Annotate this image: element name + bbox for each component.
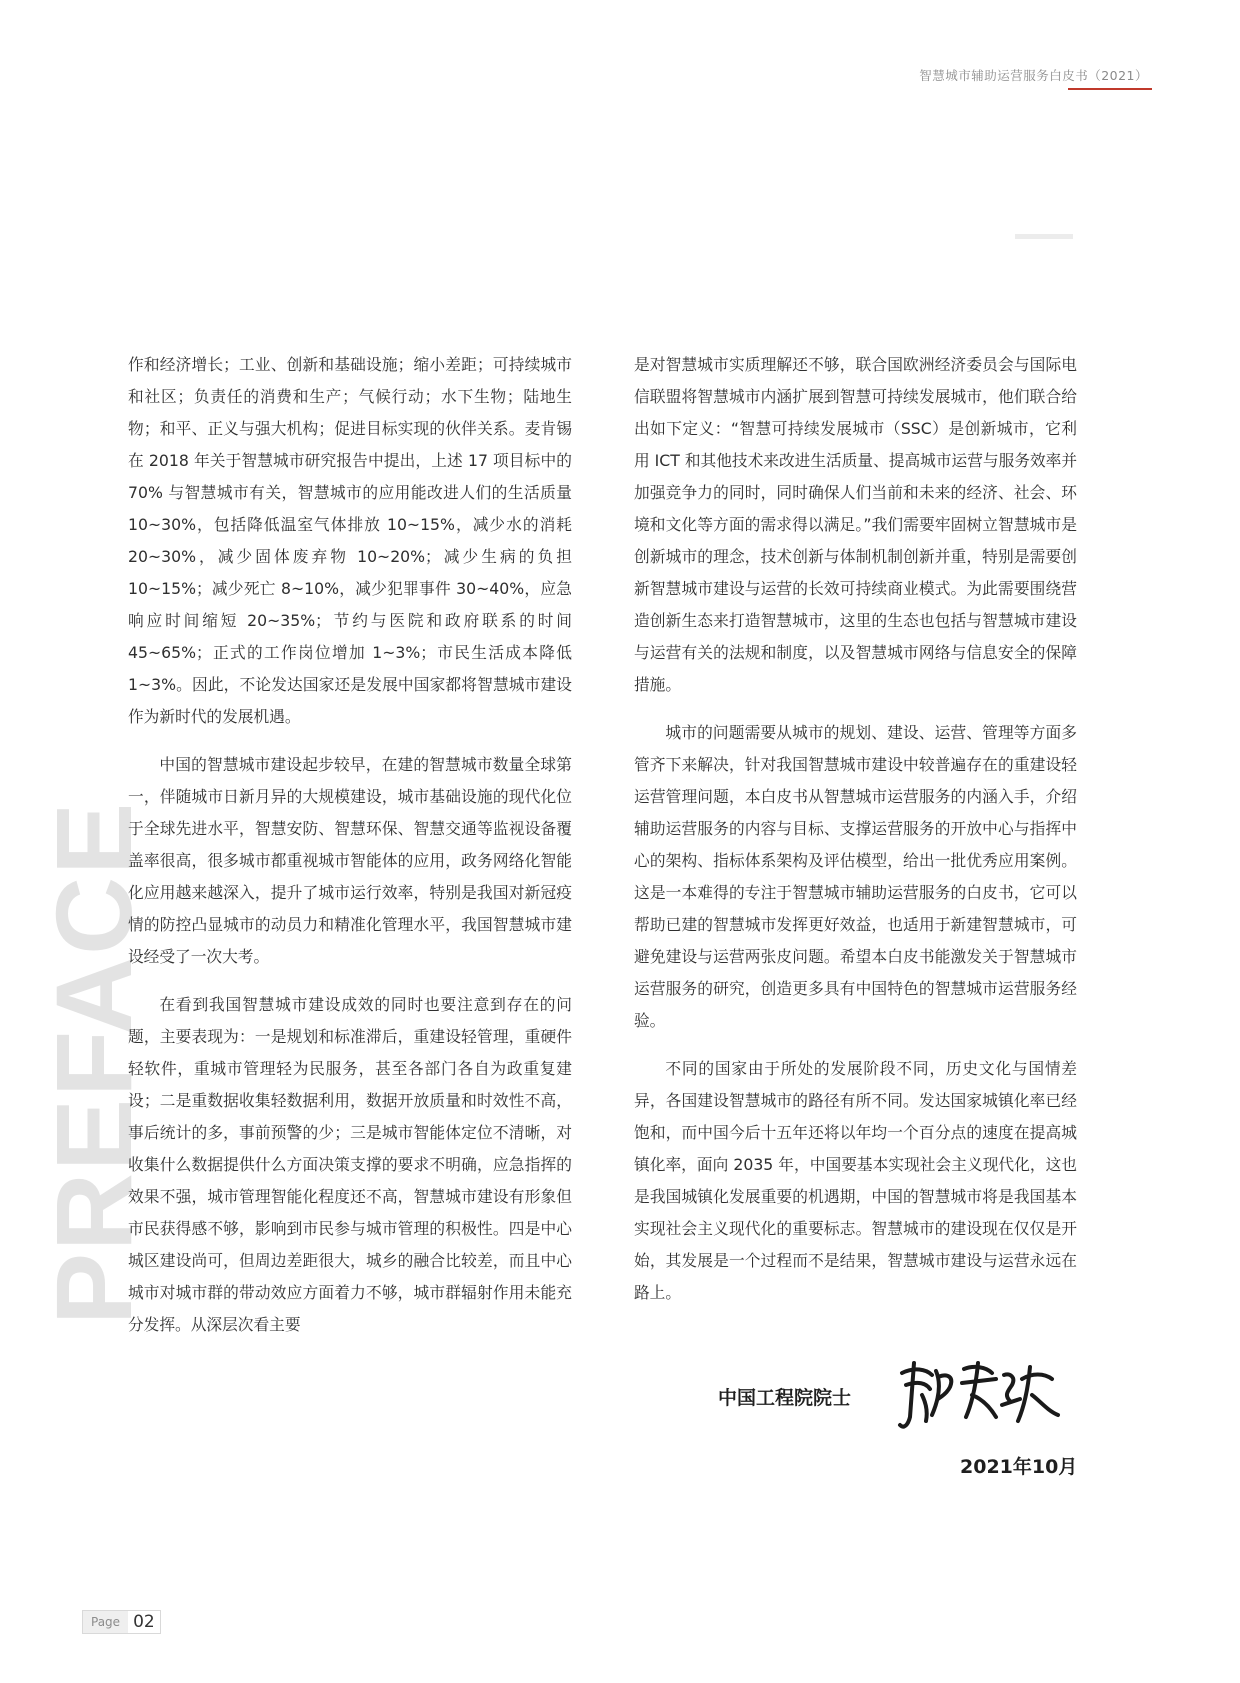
right-text-column (634, 349, 1077, 1325)
header-title: 智慧城市辅助运营服务白皮书（2021） (919, 68, 1148, 83)
header-accent-rule (1068, 88, 1152, 90)
preface-watermark: PREFACE (33, 800, 154, 1325)
handwritten-signature (892, 1355, 1062, 1435)
signature-date: 2021年10月 (960, 1456, 1078, 1478)
body-paragraph: 在看到我国智慧城市建设成效的同时也要注意到存在的问题，主要表现为：一是规划和标准滞后，重建设轻管理，重硬件轻软件，重城市管理轻为民服务，甚至各部门各自为政重复建设；二是重数据收集轻数据利用，数据开放质量和时效性不高，事后统计的多，事前预警的少；三是城市智能体定位不清晰，对收集什么数据提供什么方面决策支撑的要求不明确，应急指挥的效果不强，城市管理智能化程度还不高，智慧城市建设有形象但市民获得感不够，影响到市民参与城市管理的积极性。四是中心城区建设尚可，但周边差距很大，城乡的融合比较差，而且中心城市对城市群的带动效应方面着力不够，城市群辐射作用未能充分发挥。从深层次看主要 (128, 995, 572, 1334)
body-paragraph: 中国的智慧城市建设起步较早，在建的智慧城市数量全球第一，伴随城市日新月异的大规模建设，城市基础设施的现代化位于全球先进水平，智慧安防、智慧环保、智慧交通等监视设备覆盖率很高，很多城市都重视城市智能体的应用，政务网络化智能化应用越来越深入，提升了城市运行效率，特别是我国对新冠疫情的防控凸显城市的动员力和精准化管理水平，我国智慧城市建设经受了一次大考。 (128, 755, 572, 966)
page-label: Page (83, 1611, 128, 1633)
body-paragraph: 不同的国家由于所处的发展阶段不同，历史文化与国情差异，各国建设智慧城市的路径有所不同。发达国家城镇化率已经饱和，而中国今后十五年还将以年均一个百分点的速度在提高城镇化率，面向 2035 年，中国要基本实现社会主义现代化，这也是我国城镇化发展重要的机遇期，中国的智慧城市将是我国基本实现社会主义现代化的重要标志。智慧城市的建设现在仅仅是开始，其发展是一个过程而不是结果，智慧城市建设与运营永远在路上。 (634, 1059, 1077, 1302)
body-paragraph: 城市的问题需要从城市的规划、建设、运营、管理等方面多管齐下来解决，针对我国智慧城市建设中较普遍存在的重建设轻运营管理问题，本白皮书从智慧城市运营服务的内涵入手，介绍辅助运营服务的内容与目标、支撑运营服务的开放中心与指挥中心的架构、指标体系架构及评估模型，给出一批优秀应用案例。这是一本难得的专注于智慧城市辅助运营服务的白皮书，它可以帮助已建的智慧城市发挥更好效益，也适用于新建智慧城市，可避免建设与运营两张皮问题。希望本白皮书能激发关于智慧城市运营服务的研究，创造更多具有中国特色的智慧城市运营服务经验。 (634, 723, 1077, 1030)
body-paragraph: 作和经济增长；工业、创新和基础设施；缩小差距；可持续城市和社区；负责任的消费和生产；气候行动；水下生物；陆地生物；和平、正义与强大机构；促进目标实现的伙伴关系。麦肯锡在 2018 年关于智慧城市研究报告中提出，上述 17 项目标中的 70% 与智慧城市有关，智慧城市的应用能改进人们的生活质量 10~30%，包括降低温室气体排放 10~15%，减少水的消耗 20~30%，减少固体废弃物 10~20%；减少生病的负担 10~15%；减少死亡 8~10%，减少犯罪事件 30~40%，应急响应时间缩短 20~35%；节约与医院和政府联系的时间 45~65%；正式的工作岗位增加 1~3%；市民生活成本降低 1~3%。因此，不论发达国家还是发展中国家都将智慧城市建设作为新时代的发展机遇。 (128, 355, 572, 726)
left-text-column (128, 349, 572, 1357)
page-indicator (82, 1610, 161, 1634)
page-number: 02 (128, 1611, 160, 1633)
body-paragraph: 是对智慧城市实质理解还不够，联合国欧洲经济委员会与国际电信联盟将智慧城市内涵扩展到智慧可持续发展城市，他们联合给出如下定义：“智慧可持续发展城市（SSC）是创新城市，它利用 ICT 和其他技术来改进生活质量、提高城市运营与服务效率并加强竞争力的同时，同时确保人们当前和未来的经济、社会、环境和文化等方面的需求得以满足。”我们需要牢固树立智慧城市是创新城市的理念，技术创新与体制机制创新并重，特别是需要创新智慧城市建设与运营的长效可持续商业模式。为此需要围绕营造创新生态来打造智慧城市，这里的生态也包括与智慧城市建设与运营有关的法规和制度，以及智慧城市网络与信息安全的保障措施。 (634, 355, 1078, 694)
signature-label: 中国工程院院士 (718, 1387, 852, 1409)
decorative-bar (1015, 234, 1073, 239)
